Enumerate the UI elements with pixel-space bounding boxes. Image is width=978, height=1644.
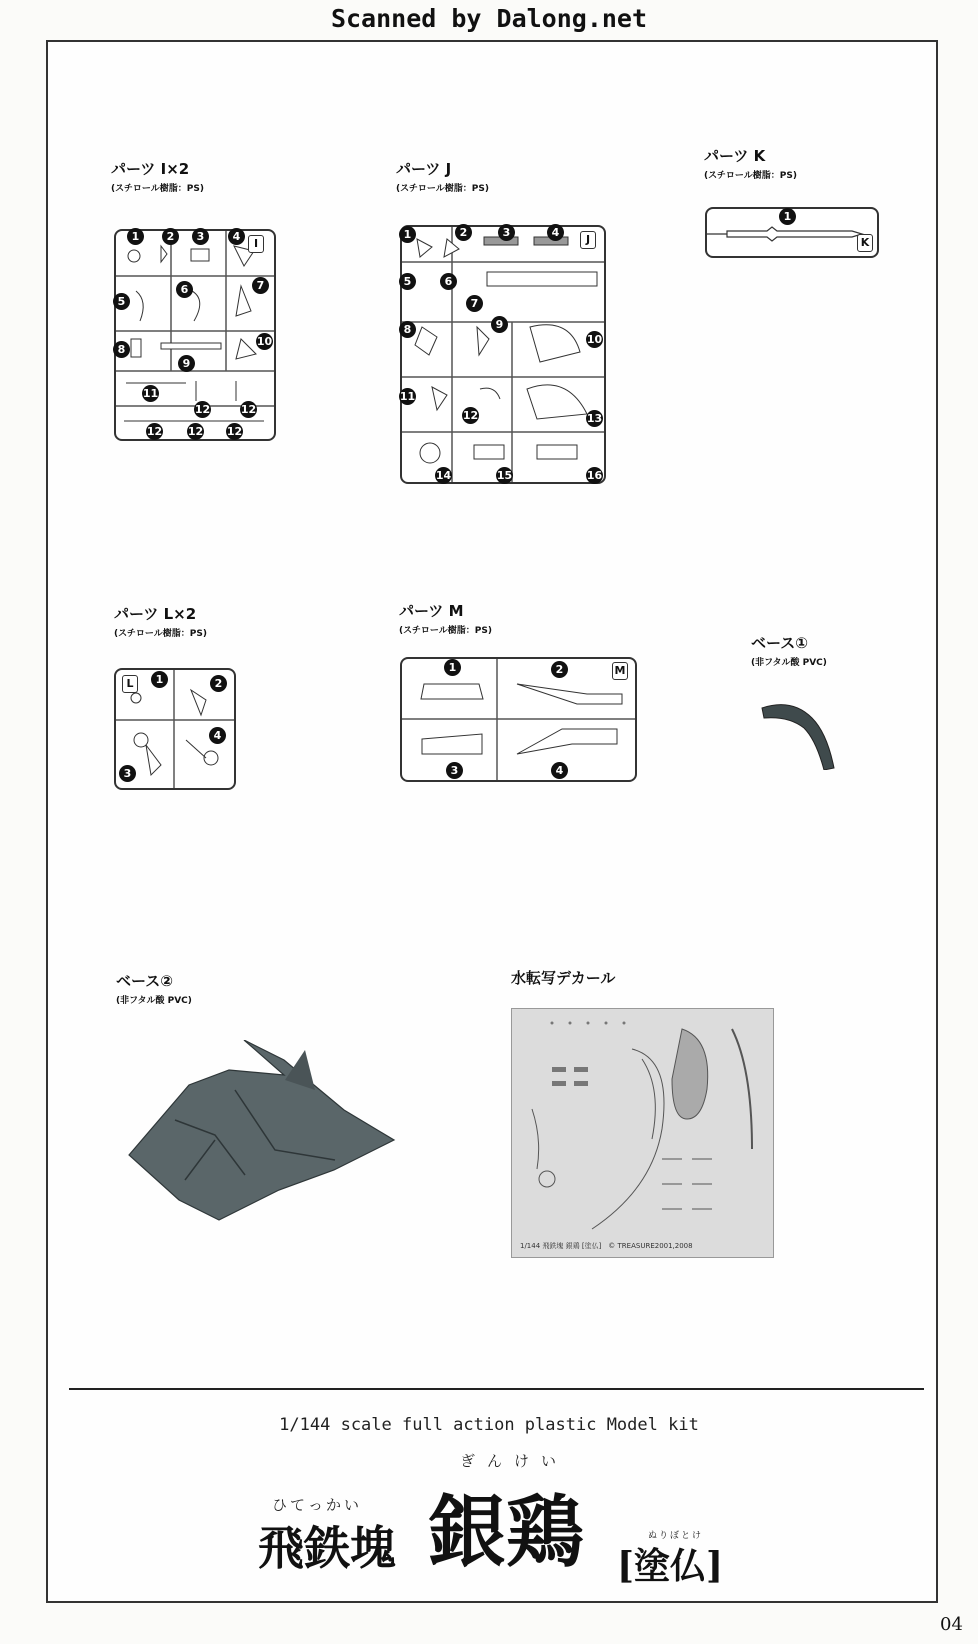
decal-sheet-art (512, 1009, 773, 1257)
runner-j (400, 225, 606, 484)
part-i-12e-label: 12 (226, 425, 243, 438)
part-m-2-label: 2 (551, 661, 568, 678)
part-j-9-label: 9 (491, 316, 508, 333)
part-m-3-label: 3 (446, 762, 463, 779)
parts-l-header (114, 603, 207, 639)
part-i-5-label: 5 (113, 293, 130, 310)
part-i-9-label: 9 (178, 355, 195, 372)
base-2-part-image (125, 1040, 400, 1225)
part-j-4-label: 4 (547, 224, 564, 241)
page-number: 04 (940, 1614, 963, 1635)
part-j-7-label: 7 (466, 295, 483, 312)
parts-k-material: (スチロール樹脂：PS) (704, 171, 797, 181)
parts-j-material: (スチロール樹脂：PS) (396, 184, 489, 194)
part-l-2-label: 2 (210, 675, 227, 692)
part-k-1-label: 1 (779, 208, 796, 225)
part-i-6-label: 6 (176, 281, 193, 298)
part-j-8-label: 8 (399, 321, 416, 338)
part-l-1-label: 1 (151, 671, 168, 688)
parts-j-title: パーツ J (396, 160, 452, 178)
base-1-title: ベース① (751, 634, 808, 652)
runner-l (114, 668, 236, 790)
part-i-3-label: 3 (192, 228, 209, 245)
part-j-13-label: 13 (586, 412, 603, 425)
part-i-8-label: 8 (113, 341, 130, 358)
parts-i-title: パーツ I×2 (111, 160, 190, 178)
runner-m-tag: M (612, 662, 628, 680)
decal-caption: 1/144 飛鉄塊 銀鶏 [塗仏] © TREASURE2001,2008 (520, 1242, 693, 1250)
parts-m-header (399, 600, 492, 636)
part-j-11-label: 11 (399, 390, 416, 403)
parts-j-header (396, 158, 489, 194)
parts-l-material: (スチロール樹脂：PS) (114, 629, 207, 639)
runner-m (400, 657, 637, 782)
part-i-12a-label: 12 (194, 403, 211, 416)
title-main-ruby: ひてっかい (272, 1496, 363, 1514)
part-j-1-label: 1 (399, 226, 416, 243)
runner-i (114, 229, 276, 441)
part-i-1-label: 1 (127, 228, 144, 245)
base-2-material: (非フタル酸 PVC) (116, 996, 192, 1006)
part-j-2-label: 2 (455, 224, 472, 241)
footer-rule (69, 1388, 924, 1390)
runner-l-tag: L (122, 675, 138, 693)
runner-i-tag: I (248, 235, 264, 253)
runner-j-tag: J (580, 231, 596, 249)
decal-title: 水転写デカール (511, 969, 616, 987)
title-name: 銀鶏 (428, 1487, 585, 1578)
part-j-10-label: 10 (586, 333, 603, 346)
part-j-14-label: 14 (435, 469, 452, 482)
part-j-16-label: 16 (586, 469, 603, 482)
part-i-2-label: 2 (162, 228, 179, 245)
part-i-11-label: 11 (142, 387, 159, 400)
part-i-4-label: 4 (228, 228, 245, 245)
base-1-part-image (760, 700, 840, 770)
part-i-7-label: 7 (252, 277, 269, 294)
parts-i-header (111, 158, 204, 194)
part-i-12b-label: 12 (240, 403, 257, 416)
part-i-12c-label: 12 (146, 425, 163, 438)
part-i-12d-label: 12 (187, 425, 204, 438)
base-2-header (116, 970, 192, 1006)
parts-i-material: (スチロール樹脂：PS) (111, 184, 204, 194)
part-j-15-label: 15 (496, 469, 513, 482)
title-name-ruby: ぎんけい (460, 1452, 569, 1470)
runner-j-frame-lines (402, 227, 604, 482)
title-main: 飛鉄塊 (258, 1521, 396, 1575)
parts-m-title: パーツ M (399, 602, 464, 620)
part-j-3-label: 3 (498, 224, 515, 241)
part-m-4-label: 4 (551, 762, 568, 779)
decal-header (511, 967, 615, 988)
runner-m-frame-lines (402, 659, 635, 780)
part-j-12-label: 12 (462, 409, 479, 422)
base-2-title: ベース② (116, 972, 173, 990)
parts-k-header (704, 145, 797, 181)
title-sub-ruby: ぬりぼとけ (648, 1531, 704, 1541)
parts-k-title: パーツ K (704, 147, 766, 165)
parts-m-material: (スチロール樹脂：PS) (399, 626, 492, 636)
part-j-6-label: 6 (440, 273, 457, 290)
runner-k (705, 207, 879, 258)
part-l-3-label: 3 (119, 765, 136, 782)
part-m-1-label: 1 (444, 659, 461, 676)
base-1-header (751, 632, 827, 668)
part-l-4-label: 4 (209, 727, 226, 744)
part-i-10-label: 10 (256, 335, 273, 348)
watermark: Scanned by Dalong.net (330, 4, 648, 33)
scale-line: 1/144 scale full action plastic Model kit (279, 1415, 699, 1435)
parts-l-title: パーツ L×2 (114, 605, 197, 623)
runner-k-tag: K (857, 234, 873, 252)
decal-sheet (511, 1008, 774, 1258)
base-1-material: (非フタル酸 PVC) (751, 658, 827, 668)
part-j-5-label: 5 (399, 273, 416, 290)
title-sub: [塗仏] (617, 1545, 724, 1587)
